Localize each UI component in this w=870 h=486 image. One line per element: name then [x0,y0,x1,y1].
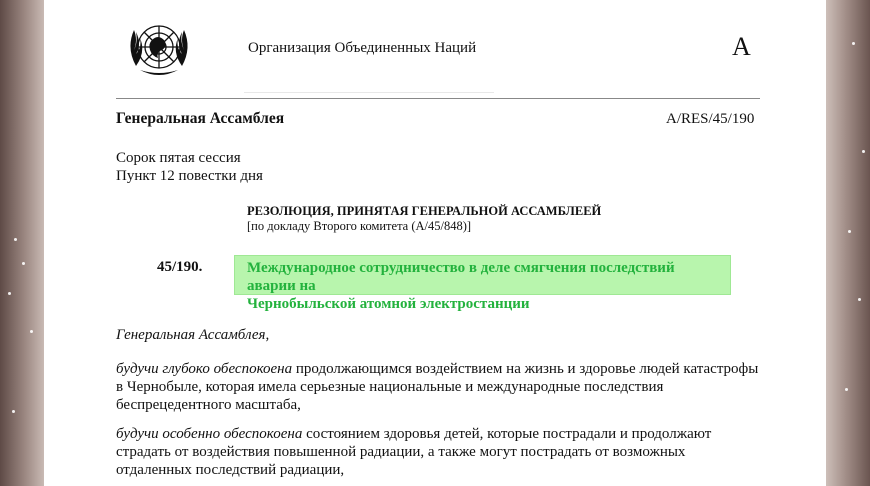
italic-phrase: будучи особенно обеспокоена [116,426,303,442]
snowflake-decoration [848,230,851,233]
paragraph-line [116,360,766,378]
assembly-name: Генеральная Ассамблея [116,110,285,127]
resolution-title-highlight [234,255,731,312]
un-emblem-icon [122,14,196,84]
paragraph-line: страдать от воздействия повышенной радиации, а также могут пострадать от возможных [116,444,686,460]
faint-divider [244,92,494,93]
snowflake-decoration [8,292,11,295]
resolution-heading: РЕЗОЛЮЦИЯ, ПРИНЯТАЯ ГЕНЕРАЛЬНОЙ АССАМБЛЕЕЙ [247,204,602,218]
header-divider [116,98,760,99]
agenda-item-label: Пункт 12 повестки дня [116,168,263,184]
preamble-paragraph [116,360,766,414]
paragraph-line: в Чернобыле, которая имела серьезные национальные и международные последствия [116,379,664,395]
preamble-paragraph [116,425,766,479]
snowflake-decoration [858,298,861,301]
document-symbol: A/RES/45/190 [666,111,755,127]
background-right [826,0,870,486]
resolution-number: 45/190. [157,259,203,275]
snowflake-decoration [14,238,17,241]
paragraph-line: беспрецедентного масштаба, [116,397,301,413]
paragraph-text: продолжающимся воздействием на жизнь и здоровье людей катастрофы [292,361,759,377]
snowflake-decoration [852,42,855,45]
italic-phrase: будучи глубоко обеспокоена [116,361,293,377]
organization-name: Организация Объединенных Наций [248,40,477,56]
snowflake-decoration [30,330,33,333]
background-left [0,0,44,486]
session-info [116,149,263,185]
resolution-title-line: Чернобыльской атомной электростанции [247,296,530,312]
document-page [44,0,826,486]
opening-paragraph: Генеральная Ассамблея, [116,327,270,343]
document-type-letter: A [732,32,751,61]
paragraph-line [116,425,766,443]
paragraph-text: состоянием здоровья детей, которые пострадали и продолжают [302,426,712,442]
snowflake-decoration [22,262,25,265]
snowflake-decoration [845,388,848,391]
paragraph-line: отдаленных последствий радиации, [116,462,345,478]
resolution-title-line: Международное сотрудничество в деле смягчения последствий аварии на [247,260,675,294]
snowflake-decoration [862,150,865,153]
snowflake-decoration [12,410,15,413]
session-label: Сорок пятая сессия [116,150,241,166]
report-reference: [по докладу Второго комитета (A/45/848)] [247,219,472,233]
